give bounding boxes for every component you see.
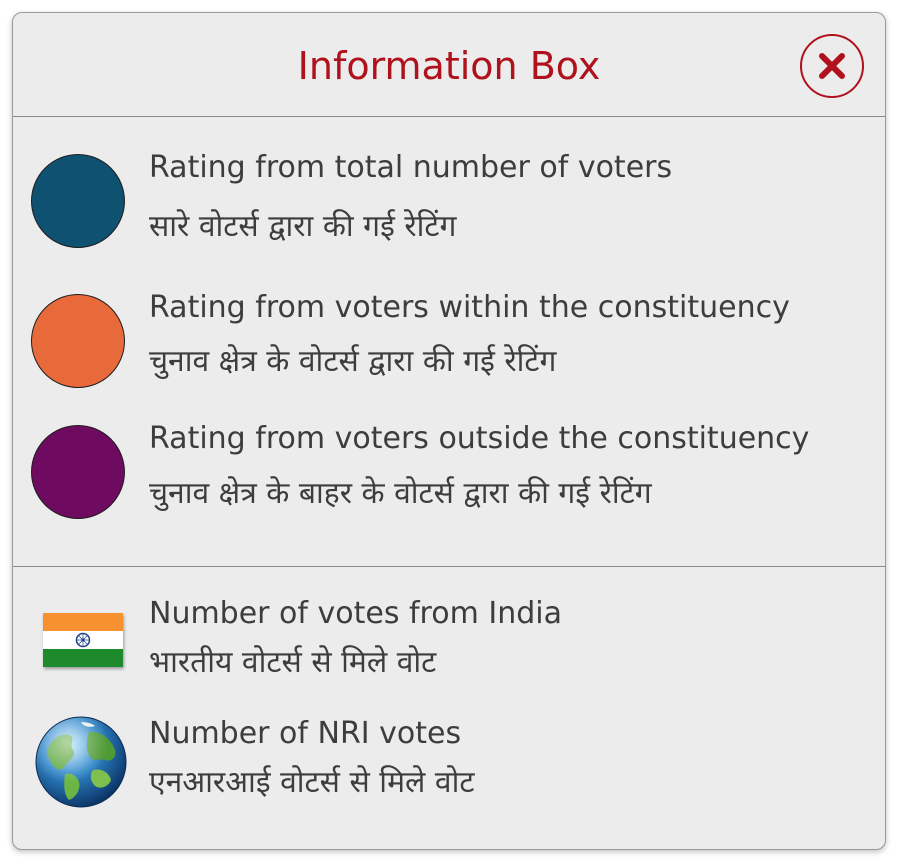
india-flag-icon <box>43 613 123 667</box>
votes-india-label: Number of votes from India <box>149 596 562 631</box>
information-dialog <box>12 12 886 850</box>
legend-label-outside-constituency: Rating from voters outside the constituency <box>149 421 810 456</box>
legend-dot-total-voters <box>31 154 125 248</box>
legend-dot-outside-constituency <box>31 425 125 519</box>
votes-nri-label-hindi: एनआरआई वोटर्स से मिले वोट <box>149 765 475 800</box>
legend-label-total-voters-hindi: सारे वोटर्स द्वारा की गई रेटिंग <box>149 209 457 244</box>
dialog-header <box>13 13 885 117</box>
dialog-title: Information Box <box>297 44 601 88</box>
close-button[interactable] <box>800 34 864 98</box>
section-divider <box>13 566 885 567</box>
legend-dot-within-constituency <box>31 294 125 388</box>
legend-label-outside-constituency-hindi: चुनाव क्षेत्र के बाहर के वोटर्स द्वारा की गई रेटिंग <box>149 476 652 511</box>
legend-label-total-voters: Rating from total number of voters <box>149 150 673 185</box>
globe-icon <box>35 716 127 808</box>
votes-nri-label: Number of NRI votes <box>149 716 462 751</box>
close-x-icon <box>817 51 847 81</box>
legend-label-within-constituency-hindi: चुनाव क्षेत्र के वोटर्स द्वारा की गई रेटिंग <box>149 344 557 379</box>
votes-india-label-hindi: भारतीय वोटर्स से मिले वोट <box>149 645 437 680</box>
legend-label-within-constituency: Rating from voters within the constituency <box>149 290 790 325</box>
